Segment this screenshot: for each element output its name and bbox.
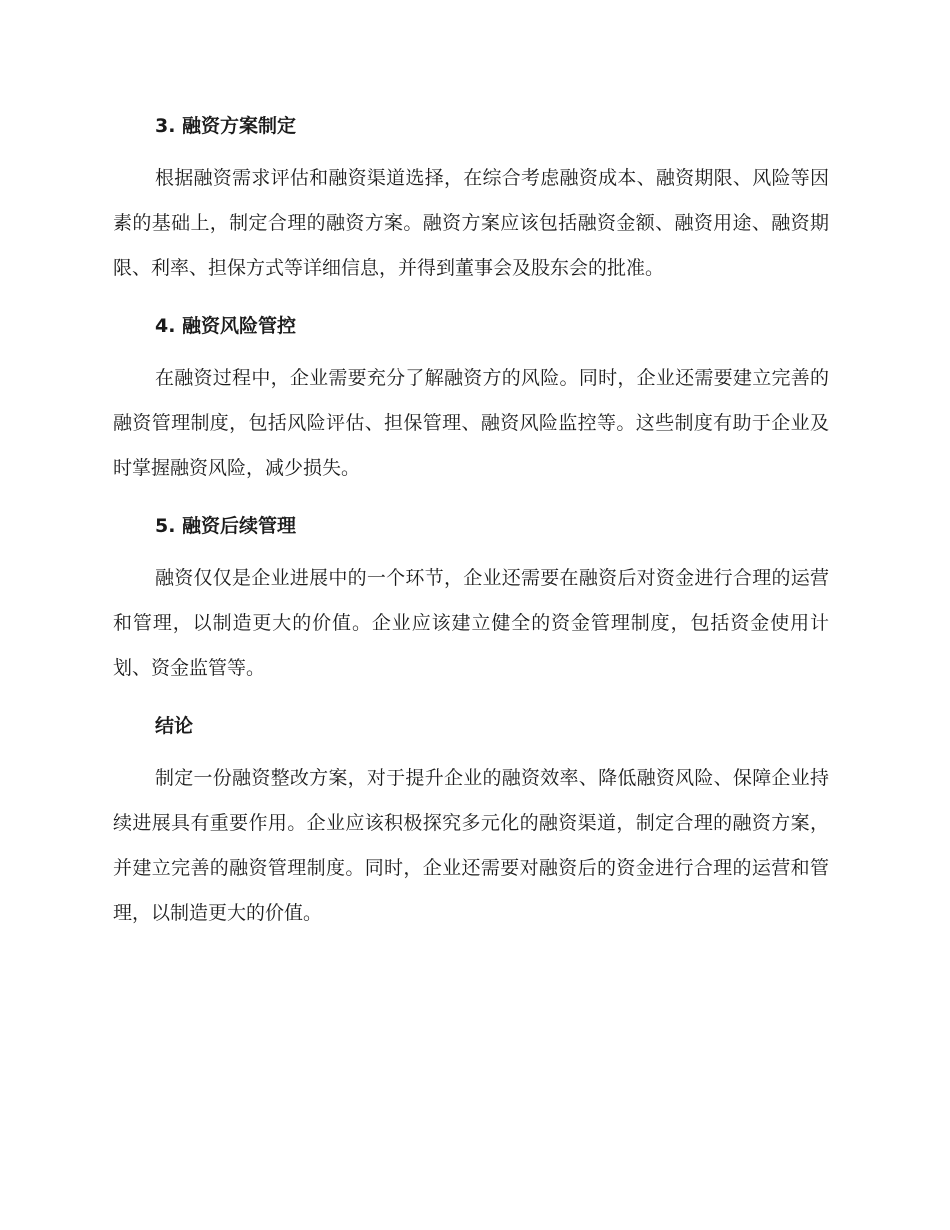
section-heading: 结论 bbox=[155, 715, 194, 737]
section-heading: 5. 融资后续管理 bbox=[155, 515, 297, 537]
section-financing-plan bbox=[113, 108, 829, 291]
section-risk-control bbox=[113, 308, 829, 491]
section-follow-up-management bbox=[113, 508, 829, 691]
section-heading: 3. 融资方案制定 bbox=[155, 115, 297, 137]
section-paragraph: 融资仅仅是企业进展中的一个环节，企业还需要在融资后对资金进行合理的运营和管理，以制造更大的价值。企业应该建立健全的资金管理制度，包括资金使用计划、资金监管等。 bbox=[113, 567, 829, 679]
section-paragraph: 根据融资需求评估和融资渠道选择，在综合考虑融资成本、融资期限、风险等因素的基础上，制定合理的融资方案。融资方案应该包括融资金额、融资用途、融资期限、利率、担保方式等详细信息，并得到董事会及股东会的批准。 bbox=[113, 167, 829, 279]
section-heading: 4. 融资风险管控 bbox=[155, 315, 297, 337]
section-paragraph: 制定一份融资整改方案，对于提升企业的融资效率、降低融资风险、保障企业持续进展具有重要作用。企业应该积极探究多元化的融资渠道，制定合理的融资方案，并建立完善的融资管理制度。同时，企业还需要对融资后的资金进行合理的运营和管理，以制造更大的价值。 bbox=[113, 767, 829, 924]
document-page bbox=[113, 108, 829, 936]
section-conclusion bbox=[113, 708, 829, 936]
section-paragraph: 在融资过程中，企业需要充分了解融资方的风险。同时，企业还需要建立完善的融资管理制度，包括风险评估、担保管理、融资风险监控等。这些制度有助于企业及时掌握融资风险，减少损失。 bbox=[113, 367, 829, 479]
